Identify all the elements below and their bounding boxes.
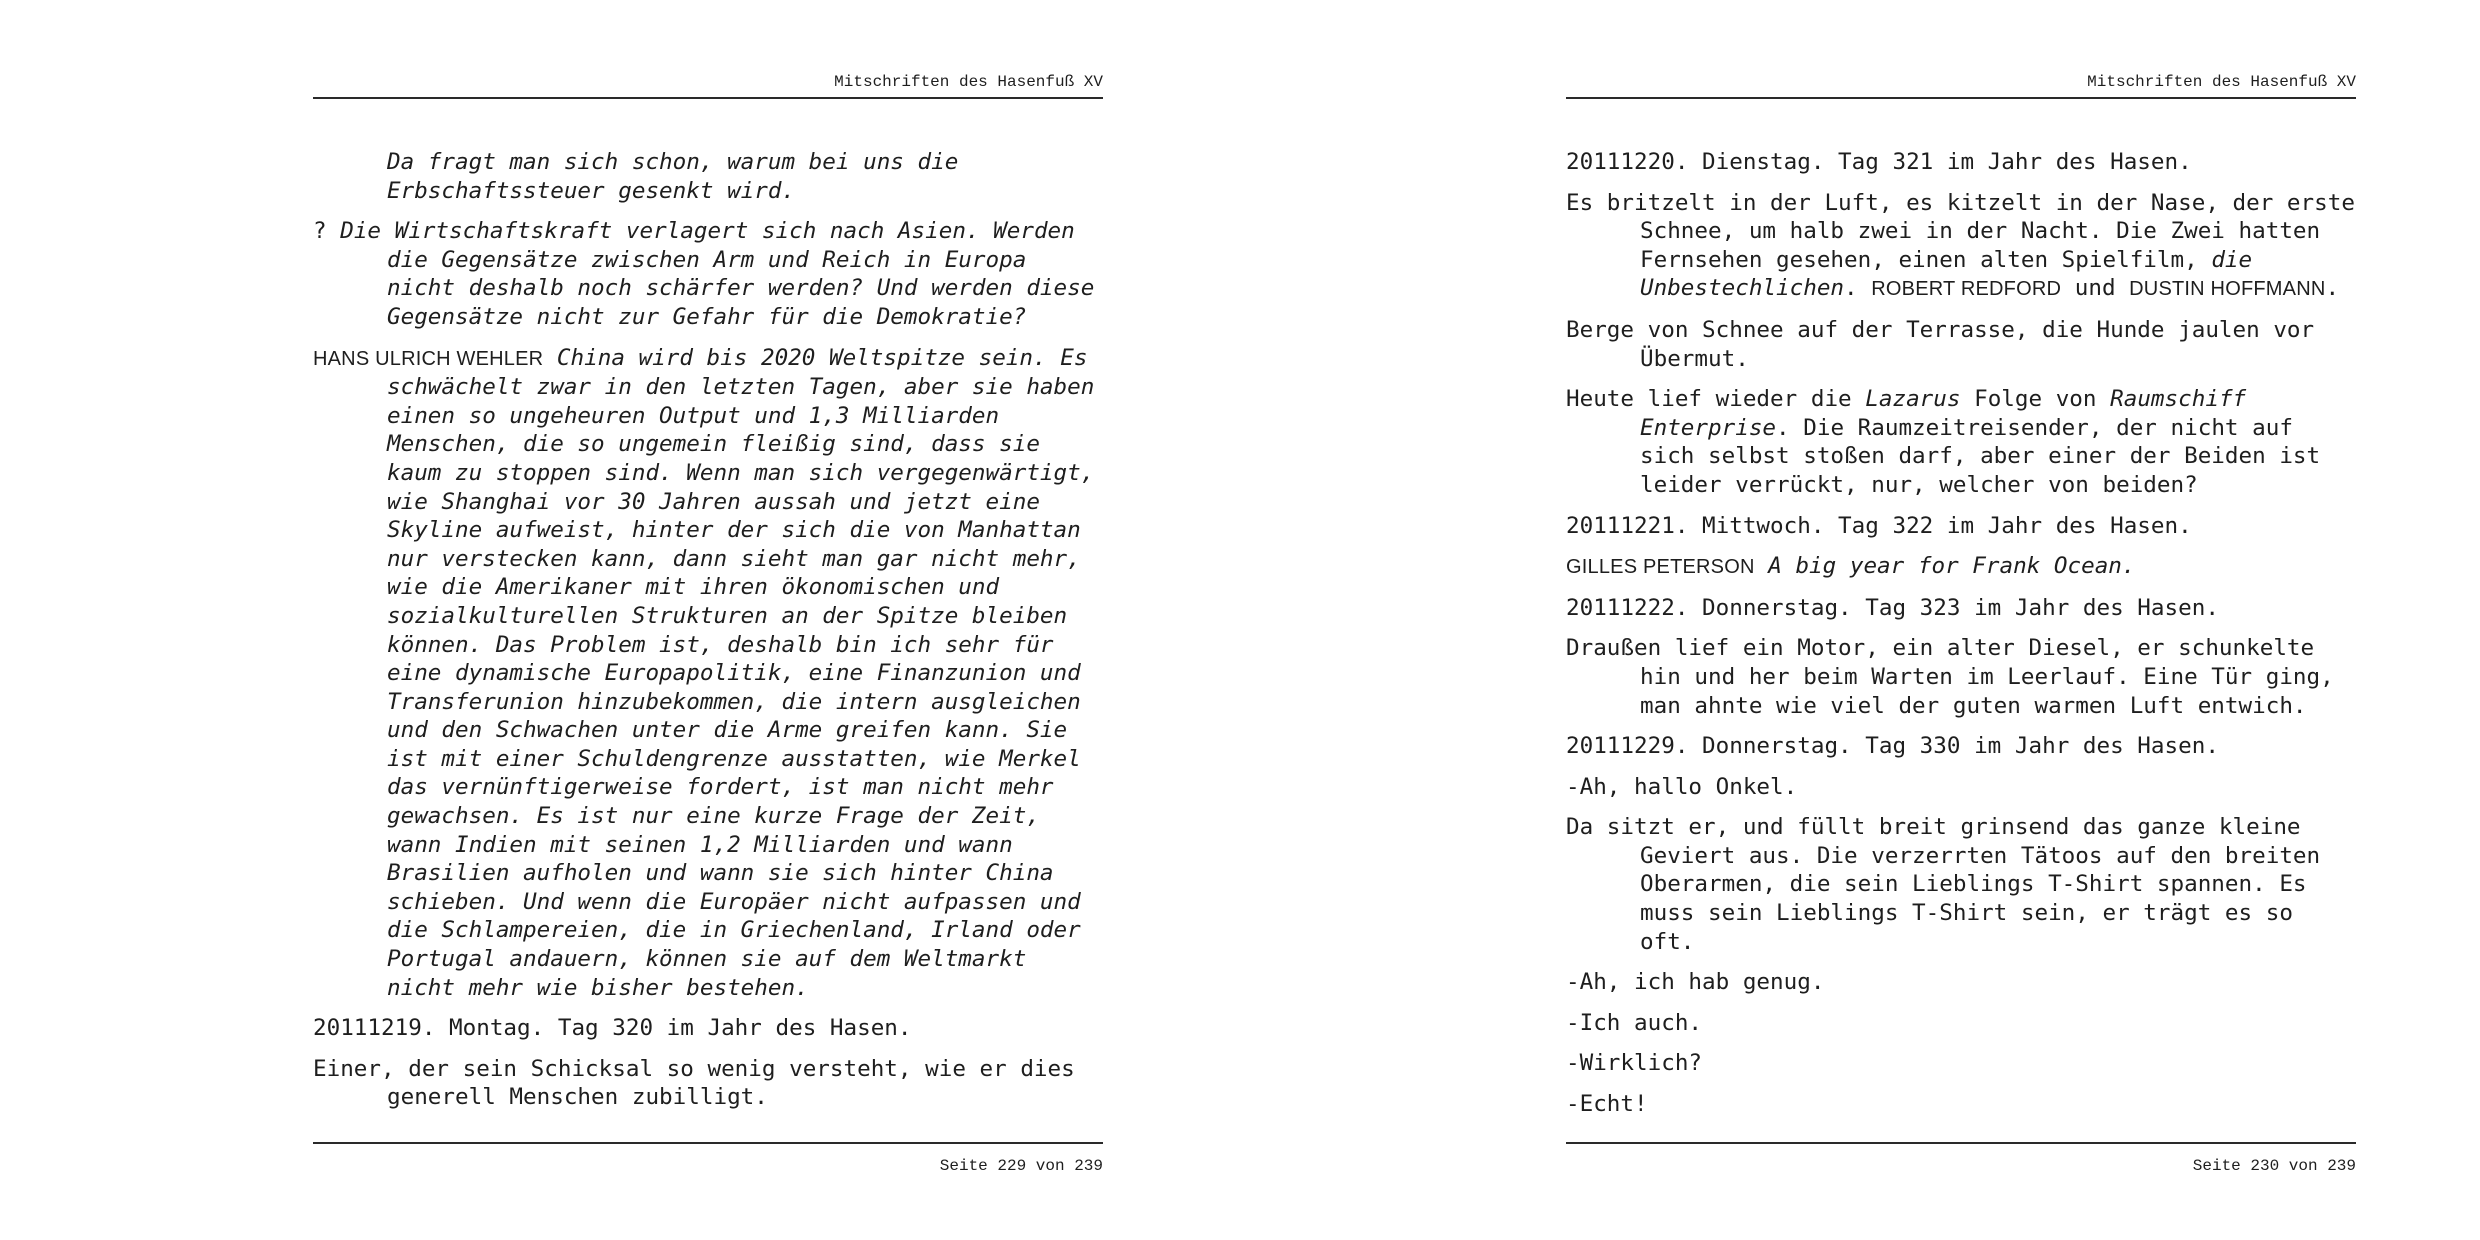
left-page: [313, 0, 1103, 1240]
paragraph: [1566, 552, 2356, 582]
page-body: [313, 148, 1103, 1124]
diary-date-heading: 20111220. Dienstag. Tag 321 im Jahr des Hasen.: [1566, 149, 2192, 175]
dialogue-line: -Echt!: [1566, 1091, 1648, 1118]
paragraph: [313, 344, 1103, 1003]
speaker-name: GILLES PETERSON: [1566, 556, 1755, 579]
dialogue-line: -Ah, hallo Onkel.: [1566, 773, 1798, 800]
right-page: [1566, 0, 2356, 1240]
dialogue-line: -Ich auch.: [1566, 1009, 1703, 1036]
paragraph: [1566, 385, 2356, 499]
text: .: [1844, 275, 1872, 302]
text: .: [2325, 275, 2340, 302]
quote-text: A big year for Frank Ocean.: [1768, 553, 2136, 580]
actor-name: ROBERT REDFORD: [1871, 278, 2062, 301]
diary-date-heading: 20111222. Donnerstag. Tag 323 im Jahr des Hasen.: [1566, 594, 2219, 621]
page-header: Mitschriften des Hasenfuß XV: [313, 72, 1103, 99]
diary-date-heading: 20111219. Montag. Tag 320 im Jahr des Hasen.: [313, 1015, 912, 1042]
episode-title: Lazarus: [1865, 386, 1961, 413]
diary-date-heading: 20111221. Mittwoch. Tag 322 im Jahr des Hasen.: [1566, 512, 2192, 539]
text: und: [2061, 275, 2130, 302]
paragraph: [313, 217, 1103, 331]
text: Heute lief wieder die: [1566, 386, 1866, 413]
dialogue-line: -Ah, ich hab genug.: [1566, 969, 1825, 996]
page-header: Mitschriften des Hasenfuß XV: [1566, 72, 2356, 99]
page-body: [1566, 148, 2356, 1131]
answer-text: China wird bis 2020 Weltspitze sein. Es schwächelt zwar in den letzten Tagen, aber sie haben einen so ungeheuren Output und 1,3 Milliarden Menschen, die so ungemein fleißig sind, dass sie kaum zu stoppen sind. Wenn man sich vergegenwärtigt, wie Shanghai vor 30 Jahren aussah und jetzt eine Skyline aufweist, hinter der sich die von Manhattan nur verstecken kann, dann sieht man gar nicht mehr, wie die Amerikaner mit ihren ökonomischen und sozialkulturellen Strukturen an der Spitze bleiben können. Das Problem ist, deshalb bin ich sehr für eine dynamische Europapolitik, eine Finanzunion und Transferunion hinzubekommen, die intern ausgleichen und den Schwachen unter die Arme greifen kann. Sie ist mit einer Schuldengrenze ausstatten, wie Merkel das vernünftigerweise fordert, ist man nicht mehr gewachsen. Es ist nur eine kurze Frage der Zeit, wann Indien mit seinen 1,2 Milliarden und wann Brasilien aufholen und wann sie sich hinter China schieben. Und wenn die Europäer nicht aufpassen und die Schlampereien, die in Griechenland, Irland oder Portugal andauern, können sie auf dem Weltmarkt nicht mehr wie bisher bestehen.: [387, 344, 1095, 1001]
diary-date-heading: 20111229. Donnerstag. Tag 330 im Jahr des Hasen.: [1566, 733, 2219, 760]
question-marker: ?: [313, 218, 341, 245]
quote-text: Da fragt man sich schon, warum bei uns die Erbschaftssteuer gesenkt wird.: [387, 149, 959, 204]
text: Es britzelt in der Luft, es kitzelt in der Nase, der erste Schnee, um halb zwei in der Nacht. Die Zwei hatten Fernsehen gesehen, einen alten Spielfilm,: [1566, 189, 2355, 273]
paragraph: Da sitzt er, und füllt breit grinsend das ganze kleine Geviert aus. Die verzerrten Tätoos auf den breiten Oberarmen, die sein Lieblings T-Shirt spannen. Es muss sein Lieblings T-Shirt sein, er trägt es so oft.: [1566, 814, 2321, 955]
paragraph: Berge von Schnee auf der Terrasse, die Hunde jaulen vor Übermut.: [1566, 316, 2315, 372]
speaker-name: HANS ULRICH WEHLER: [313, 347, 544, 370]
text: . Die Raumzeitreisender, der nicht auf sich selbst stoßen darf, aber einer der Beiden ist leider verrückt, nur, welcher von beiden?: [1640, 414, 2321, 498]
paragraph: [1566, 189, 2356, 304]
dialogue-line: -Wirklich?: [1566, 1050, 1703, 1077]
question-text: Die Wirtschaftskraft verlagert sich nach Asien. Werden die Gegensätze zwischen Arm und Reich in Europa nicht deshalb noch schärfer werden? Und werden diese Gegensätze nicht zur Gefahr für die Demokratie?: [340, 218, 1095, 330]
paragraph: [313, 148, 1103, 205]
actor-name: DUSTIN HOFFMANN: [2129, 278, 2326, 301]
page-number: Seite 230 von 239: [1566, 1142, 2356, 1176]
series-title: Raumschiff Enterprise: [1640, 386, 2247, 441]
paragraph: Draußen lief ein Motor, ein alter Diesel, er schunkelte hin und her beim Warten im Leerlauf. Eine Tür ging, man ahnte wie viel der guten warmen Luft entwich.: [1566, 635, 2334, 719]
text: Folge von: [1960, 386, 2111, 413]
page-number: Seite 229 von 239: [313, 1142, 1103, 1176]
film-title: die Unbestechlichen: [1640, 246, 2253, 302]
paragraph: Einer, der sein Schicksal so wenig versteht, wie er dies generell Menschen zubilligt.: [313, 1055, 1075, 1111]
